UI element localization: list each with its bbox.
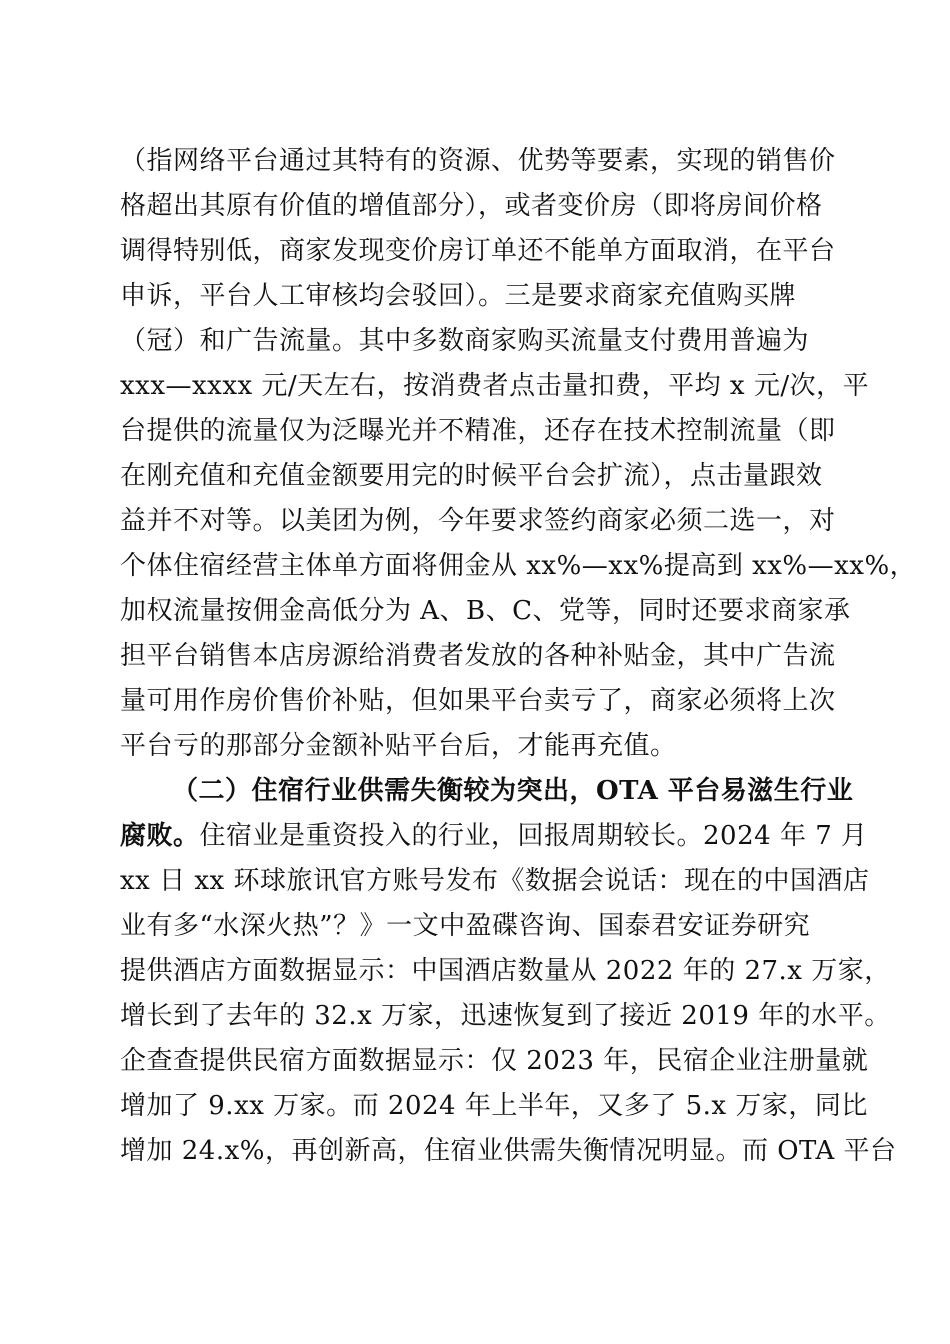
text-line-continuation: 住宿业是重资投入的行业，回报周期较长。2024 年 7 月 [199, 821, 868, 851]
text-line: 益并不对等。以美团为例，今年要求签约商家必须二选一，对 [120, 506, 836, 536]
text-line: 在刚充值和充值金额要用完的时候平台会扩流），点击量跟效 [120, 461, 823, 491]
text-line: 提供酒店方面数据显示：中国酒店数量从 2022 年的 27.x 万家， [120, 956, 891, 986]
text-line: xxx—xxxx 元/天左右，按消费者点击量扣费，平均 x 元/次，平 [120, 371, 870, 401]
text-line: 增加 24.x%，再创新高，住宿业供需失衡情况明显。而 OTA 平台 [120, 1136, 897, 1166]
text-line: （指网络平台通过其特有的资源、优势等要素，实现的销售价 [120, 146, 836, 176]
text-line: 增加了 9.xx 万家。而 2024 年上半年，又多了 5.x 万家，同比 [120, 1091, 868, 1121]
section-heading: （二）住宿行业供需失衡较为突出，OTA 平台易滋生行业 [172, 776, 854, 806]
text-line: 申诉，平台人工审核均会驳回）。三是要求商家充值购买牌 [120, 281, 797, 311]
section-heading-end: 腐败。 [120, 821, 200, 851]
text-line: 格超出其原有价值的增值部分），或者变价房（即将房间价格 [120, 191, 823, 221]
text-line [120, 814, 868, 858]
text-line: 量可用作房价售价补贴，但如果平台卖亏了，商家必须将上次 [120, 686, 836, 716]
text-line: 业有多“水深火热”？》一文中盈碟咨询、国泰君安证券研究 [120, 911, 811, 941]
text-line: 担平台销售本店房源给消费者发放的各种补贴金，其中广告流 [120, 641, 836, 671]
text-line: xx 日 xx 环球旅讯官方账号发布《数据会说话：现在的中国酒店 [120, 866, 870, 896]
text-line: 加权流量按佣金高低分为 A、B、C、党等，同时还要求商家承 [120, 596, 851, 626]
text-line: 企查查提供民宿方面数据显示：仅 2023 年，民宿企业注册量就 [120, 1046, 869, 1076]
text-line: 台提供的流量仅为泛曝光并不精准，还存在技术控制流量（即 [120, 416, 836, 446]
text-line: 增长到了去年的 32.x 万家，迅速恢复到了接近 2019 年的水平。 [120, 1001, 891, 1031]
text-line: （冠）和广告流量。其中多数商家购买流量支付费用普遍为 [120, 326, 810, 356]
text-line: 调得特别低，商家发现变价房订单还不能单方面取消，在平台 [120, 236, 836, 266]
text-line: 平台亏的那部分金额补贴平台后，才能再充值。 [120, 731, 677, 761]
text-line: 个体住宿经营主体单方面将佣金从 xx%—xx%提高到 xx%—xx%， [120, 551, 917, 581]
